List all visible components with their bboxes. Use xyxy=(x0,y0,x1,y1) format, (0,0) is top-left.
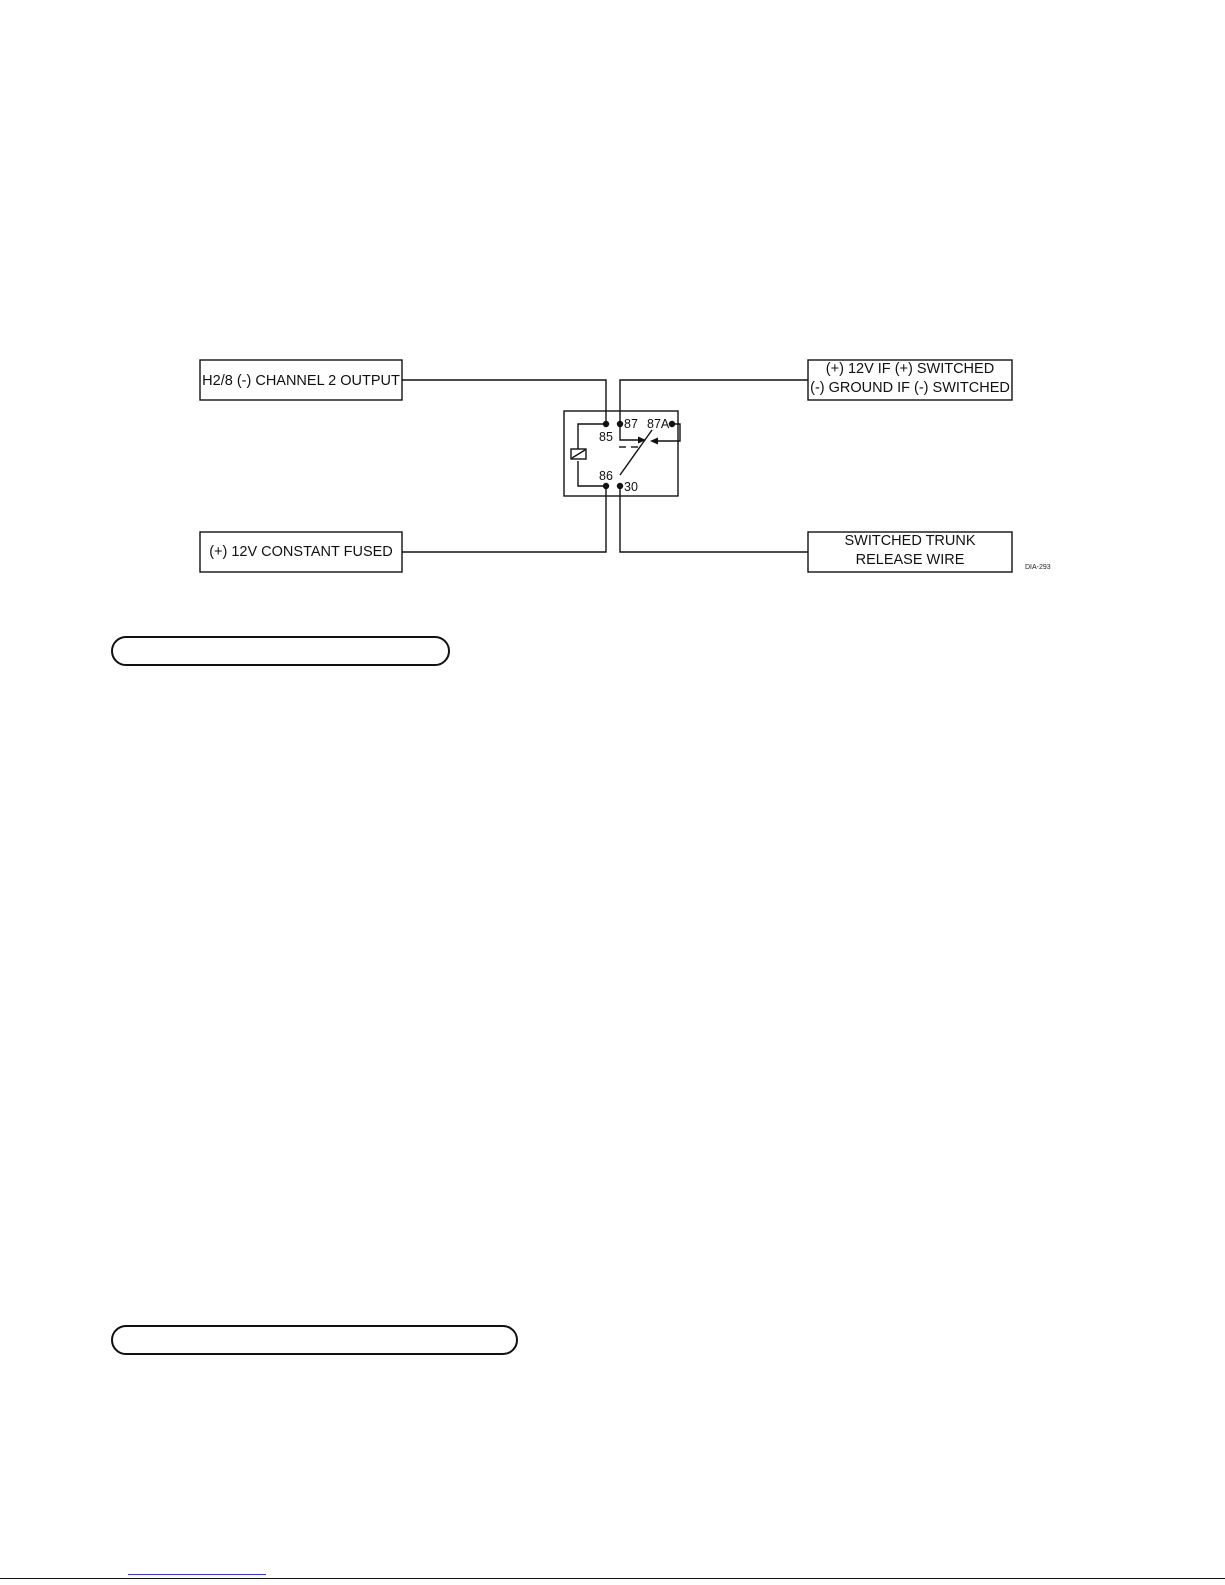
arrow-87a xyxy=(650,438,658,445)
footer-link-underline[interactable] xyxy=(128,1574,266,1575)
pin-label-87: 87 xyxy=(624,417,638,431)
relay-coil-mark xyxy=(572,450,585,458)
pin-label-85: 85 xyxy=(599,430,613,444)
terminal-87a xyxy=(669,421,675,427)
terminal-86 xyxy=(603,483,609,489)
label-switched-source-line-1: (+) 12V IF (+) SWITCHED xyxy=(825,361,995,377)
pin-label-86: 86 xyxy=(599,469,613,483)
terminal-30 xyxy=(617,483,623,489)
label-trunk-release-line-2: RELEASE WIRE xyxy=(855,552,965,568)
label-switched-source-line-2: (-) GROUND IF (-) SWITCHED xyxy=(810,380,1010,396)
label-channel-output: H2/8 (-) CHANNEL 2 OUTPUT xyxy=(202,373,400,389)
arrow-87 xyxy=(638,437,646,444)
pin-label-30: 30 xyxy=(624,480,638,494)
terminal-87 xyxy=(617,421,623,427)
label-constant-fused: (+) 12V CONSTANT FUSED xyxy=(209,544,393,560)
diagram-code: DIA-293 xyxy=(1025,564,1051,571)
pin-label-87a: 87A xyxy=(647,417,670,431)
terminal-85 xyxy=(603,421,609,427)
wire-85 xyxy=(402,380,606,424)
switch-blade xyxy=(620,430,652,475)
footer-rule xyxy=(0,1578,1225,1579)
section-heading-pill xyxy=(111,636,450,666)
section-heading-pill xyxy=(111,1325,518,1355)
label-trunk-release-line-1: SWITCHED TRUNK xyxy=(844,533,976,549)
